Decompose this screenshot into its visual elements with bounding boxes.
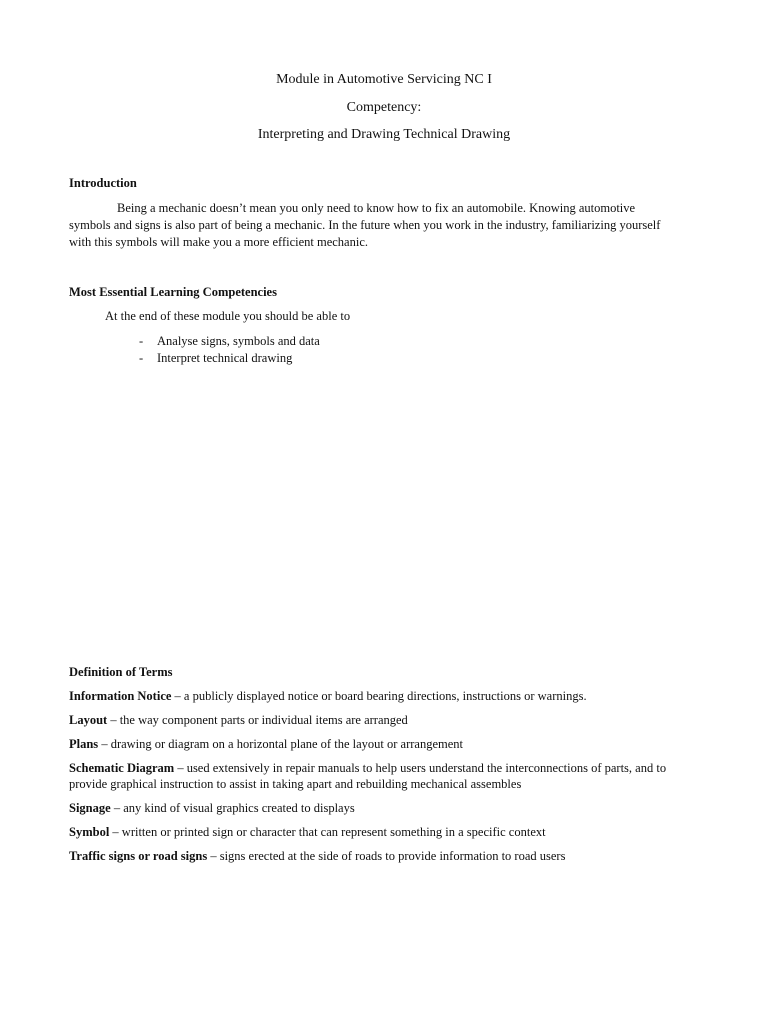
term-definition: – written or printed sign or character that can represent something in a specific context bbox=[109, 825, 546, 839]
learning-competencies-heading: Most Essential Learning Competencies bbox=[69, 285, 277, 299]
terms-list bbox=[69, 688, 689, 872]
learning-competencies-lead: At the end of these module you should be able to bbox=[105, 309, 351, 323]
term-entry bbox=[69, 800, 689, 816]
term-definition: – any kind of visual graphics created to displays bbox=[110, 801, 355, 815]
term-name: Information Notice bbox=[69, 689, 172, 703]
term-definition: – signs erected at the side of roads to provide information to road users bbox=[207, 849, 566, 863]
term-entry bbox=[69, 760, 689, 792]
introduction-paragraph: Being a mechanic doesn’t mean you only need to know how to fix an automobile. Knowing automotive symbols and signs is also part of being a mechanic. In the future when you work in the industry, familiarizing yourself with this symbols will make you a more efficient mechanic. bbox=[69, 201, 661, 249]
term-definition: – used extensively in repair manuals to help users understand the interconnections of parts, and to provide graphical instruction to assist in taking apart and rebuilding mechanical assembles bbox=[69, 761, 667, 791]
term-entry bbox=[69, 736, 689, 752]
term-name: Plans bbox=[69, 737, 99, 751]
definition-of-terms-heading: Definition of Terms bbox=[69, 665, 173, 679]
list-bullet: - bbox=[139, 334, 144, 348]
term-name: Traffic signs or road signs bbox=[69, 849, 208, 863]
competency-title: Interpreting and Drawing Technical Drawing bbox=[257, 127, 511, 142]
term-entry bbox=[69, 688, 689, 704]
list-item bbox=[139, 350, 320, 367]
term-name: Schematic Diagram bbox=[69, 761, 175, 775]
module-title: Module in Automotive Servicing NC I bbox=[276, 72, 492, 87]
term-definition: – drawing or diagram on a horizontal plane of the layout or arrangement bbox=[98, 737, 463, 751]
term-entry bbox=[69, 824, 689, 840]
introduction-heading: Introduction bbox=[69, 176, 137, 190]
term-name: Symbol bbox=[69, 825, 110, 839]
list-item-text: Interpret technical drawing bbox=[157, 351, 293, 365]
list-item bbox=[139, 333, 320, 350]
term-definition: – the way component parts or individual items are arranged bbox=[107, 713, 408, 727]
competency-label: Competency: bbox=[346, 100, 422, 115]
learning-competencies-list bbox=[139, 333, 320, 367]
term-name: Signage bbox=[69, 801, 111, 815]
term-name: Layout bbox=[69, 713, 108, 727]
list-item-text: Analyse signs, symbols and data bbox=[157, 334, 320, 348]
list-bullet: - bbox=[139, 351, 144, 365]
term-entry bbox=[69, 712, 689, 728]
term-definition: – a publicly displayed notice or board bearing directions, instructions or warnings. bbox=[171, 689, 587, 703]
term-entry bbox=[69, 848, 689, 864]
